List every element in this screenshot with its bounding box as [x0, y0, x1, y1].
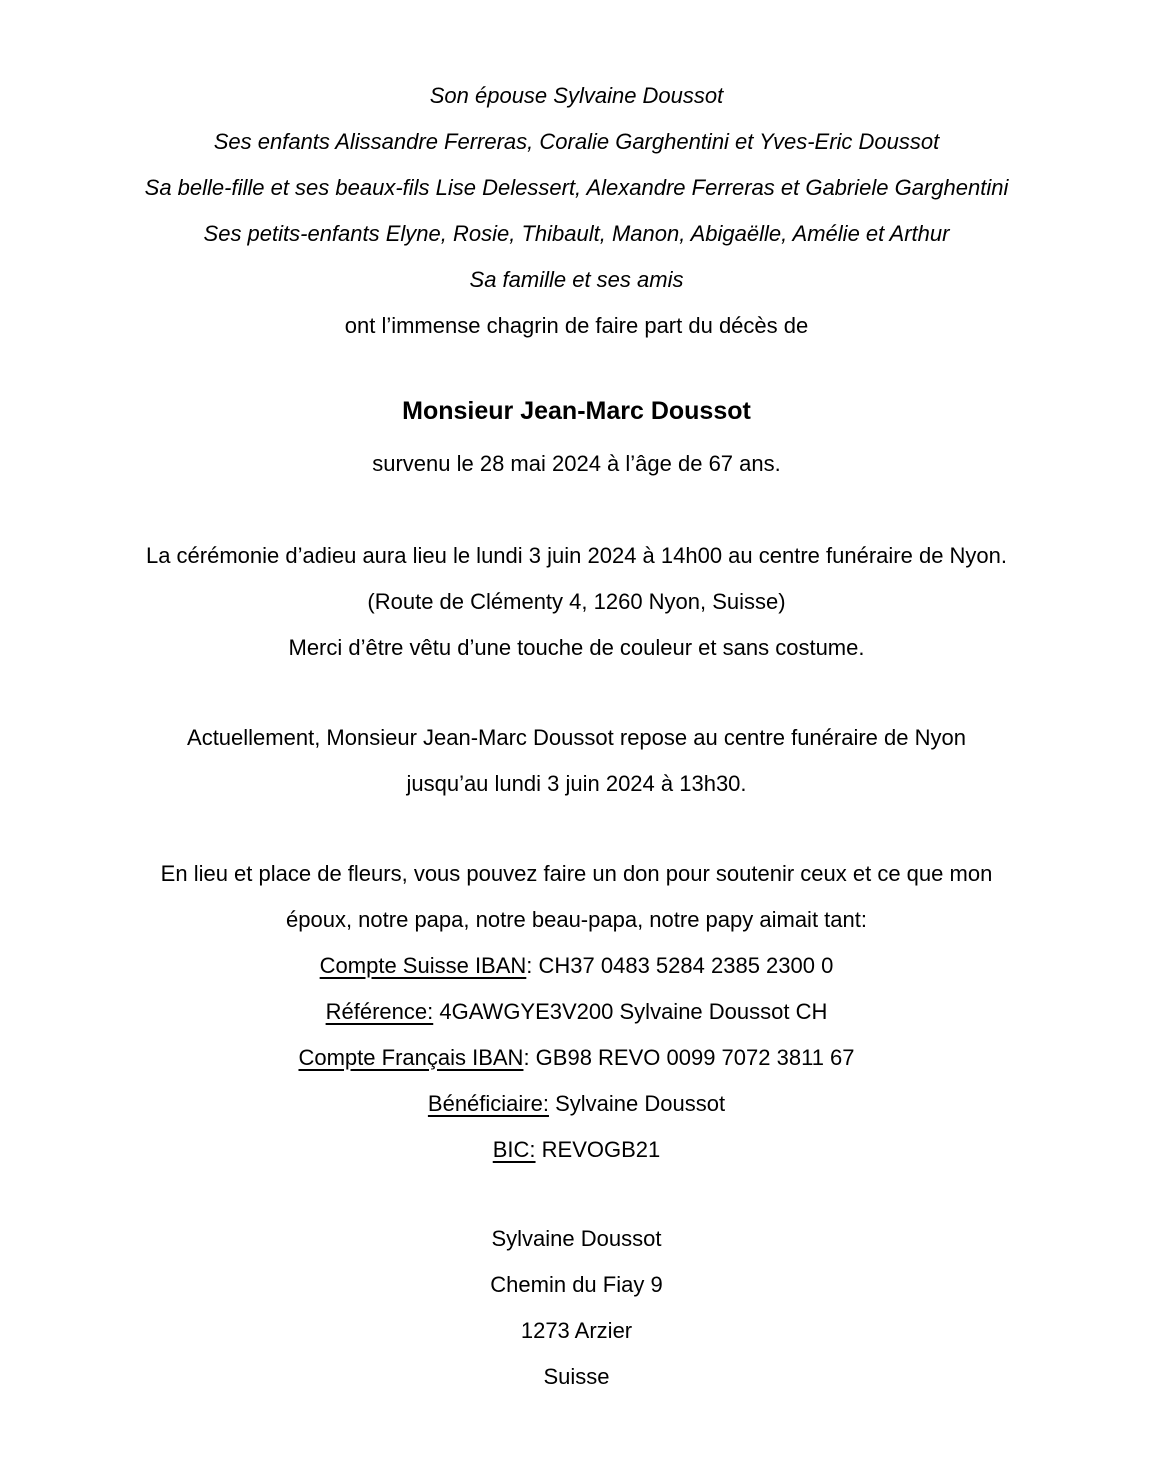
contact-section	[0, 1216, 1153, 1400]
donation-value-french-iban: : GB98 REVO 0099 7072 3811 67	[523, 1045, 855, 1070]
donation-label-french-iban: Compte Français IBAN	[298, 1045, 524, 1070]
donation-value-beneficiary: Sylvaine Doussot	[548, 1091, 726, 1116]
donation-value-swiss-iban: : CH37 0483 5284 2385 2300 0	[526, 953, 834, 978]
donation-value-bic: REVOGB21	[535, 1137, 661, 1162]
family-line-friends: Sa famille et ses amis	[469, 267, 684, 292]
death-date-line: survenu le 28 mai 2024 à l’âge de 67 ans.	[372, 451, 781, 476]
donation-label-bic: BIC:	[492, 1137, 536, 1162]
ceremony-line-address: (Route de Clémenty 4, 1260 Nyon, Suisse)	[367, 589, 786, 614]
contact-city: 1273 Arzier	[520, 1318, 633, 1343]
ceremony-section	[0, 533, 1153, 671]
family-line-inlaws: Sa belle-fille et ses beaux-fils Lise Delessert, Alexandre Ferreras et Gabriele Garghentini	[144, 175, 1009, 200]
family-line-children: Ses enfants Alissandre Ferreras, Coralie Garghentini et Yves-Eric Doussot	[213, 129, 940, 154]
donation-item-french-iban	[0, 1035, 1153, 1081]
donation-intro-line-1: En lieu et place de fleurs, vous pouvez faire un don pour soutenir ceux et ce que mon	[160, 861, 993, 886]
donation-intro-line-2: époux, notre papa, notre beau-papa, notre papy aimait tant:	[286, 907, 867, 932]
repose-line-location: Actuellement, Monsieur Jean-Marc Doussot repose au centre funéraire de Nyon	[187, 725, 966, 750]
donation-value-reference: 4GAWGYE3V200 Sylvaine Doussot CH	[433, 999, 828, 1024]
repose-line-until: jusqu’au lundi 3 juin 2024 à 13h30.	[406, 771, 747, 796]
donation-section	[0, 851, 1153, 1173]
donation-label-reference: Référence:	[325, 999, 434, 1024]
ceremony-line-dresscode: Merci d’être vêtu d’une touche de couleur et sans costume.	[288, 635, 865, 660]
donation-item-reference	[0, 989, 1153, 1035]
donation-label-swiss-iban: Compte Suisse IBAN	[319, 953, 527, 978]
contact-name: Sylvaine Doussot	[491, 1226, 662, 1251]
family-section	[0, 73, 1153, 349]
family-line-spouse: Son épouse Sylvaine Doussot	[429, 83, 724, 108]
contact-country: Suisse	[543, 1364, 610, 1389]
donation-item-bic	[0, 1127, 1153, 1173]
donation-item-swiss-iban	[0, 943, 1153, 989]
donation-label-beneficiary: Bénéficiaire:	[427, 1091, 549, 1116]
announcement-line: ont l’immense chagrin de faire part du décès de	[344, 313, 809, 338]
repose-section	[0, 715, 1153, 807]
family-line-grandchildren: Ses petits-enfants Elyne, Rosie, Thibault, Manon, Abigaëlle, Amélie et Arthur	[203, 221, 950, 246]
deceased-name: Monsieur Jean-Marc Doussot	[402, 397, 751, 425]
ceremony-line-datetime: La cérémonie d’adieu aura lieu le lundi 3 juin 2024 à 14h00 au centre funéraire de Nyon.	[145, 543, 1008, 568]
contact-street: Chemin du Fiay 9	[490, 1272, 663, 1297]
donation-item-beneficiary	[0, 1081, 1153, 1127]
